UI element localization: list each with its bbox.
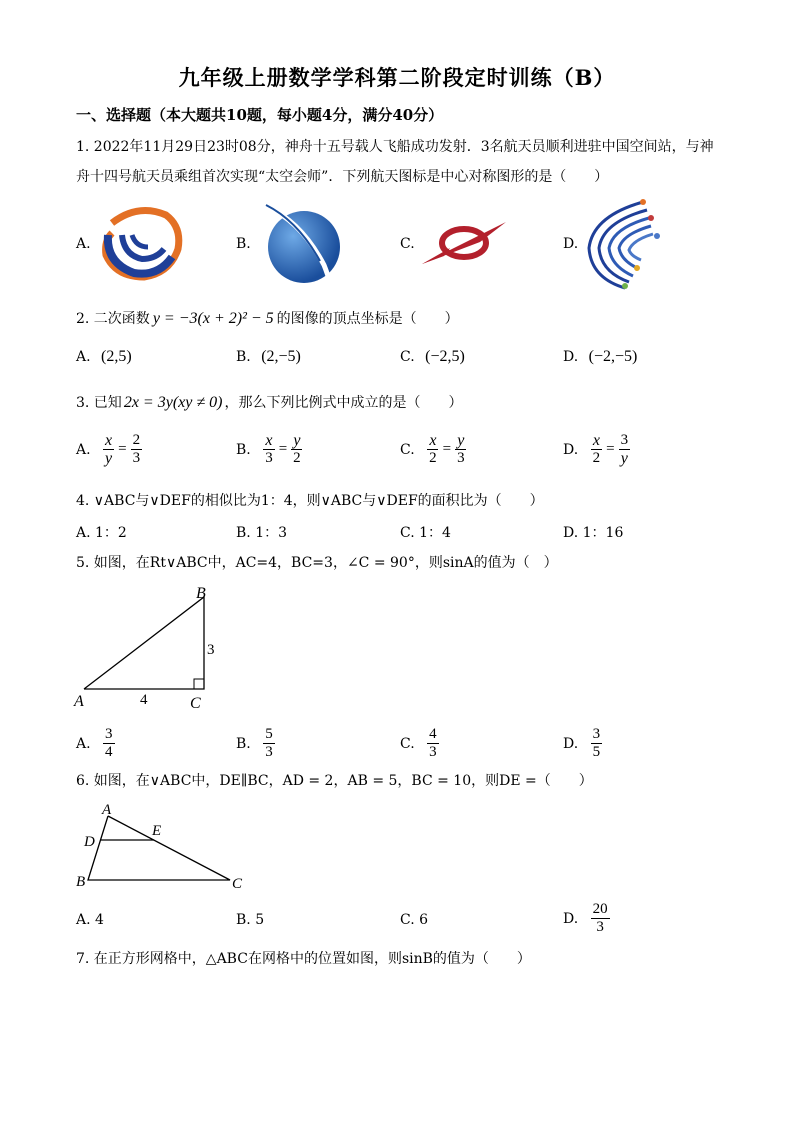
q2-formula: y = −3(x + 2)² − 5 [152,310,274,327]
q4-stem: 4. ∨ABC与∨DEF的相似比为1：4，则∨ABC与∨DEF的面积比为（ ） [76,493,544,509]
q3-d-right-den: y [620,450,628,467]
q2-option-b-label: B. [236,349,251,365]
q3-option-d: D. $\frac{x}{2}$ = $\frac{3}{y}$ [563,432,629,467]
page-title: 九年级上册数学学科第二阶段定时训练（B） [178,65,616,90]
q3-b-left-den: 3 [265,450,273,466]
q3-a-right-den: 3 [132,450,141,466]
q3-a-left-den: y [105,450,113,467]
q6-option-d-label: D. [563,910,579,927]
section-heading: 一、选择题（本大题共10题，每小题4分，满分40分） [76,106,444,124]
q4-option-d: D. 1：16 [563,525,624,541]
q5-option-d-label: D. [563,735,579,752]
q3-d-left-num: x [592,432,600,449]
q1-logo-b-icon [258,203,348,285]
q3-d-right-num: 3 [620,432,629,448]
q5-b-den: 3 [265,744,273,760]
q3-c-right-num: y [457,432,465,449]
q2-option-c-value: (−2,5) [425,348,465,365]
q6-option-b: B. 5 [236,912,265,928]
q5-option-d [563,726,604,761]
q3-suffix: ，那么下列比例式中成立的是（ ） [224,395,463,411]
q2-option-a-value: (2,5) [101,348,132,365]
q1-option-b-label: B. [236,236,251,252]
q5-c-den: 3 [429,744,437,760]
q3-option-d-label: D. [563,441,579,458]
q5-option-b-label: B. [236,735,251,752]
q6-point-e: E [152,823,162,839]
q3-formula: 2x = 3y(xy ≠ 0) [123,394,223,411]
q3-option-b-label: B. [236,441,251,458]
q5-vertex-a: A [74,693,84,710]
q2-option-d-label: D. [563,349,579,365]
q6-option-c: C. 6 [400,912,429,928]
q5-side-bc: 3 [207,642,215,658]
q1-logo-d-icon [583,196,669,292]
q6-vertex-b: B [76,874,86,890]
q5-triangle-figure [70,582,220,712]
q5-vertex-c: C [190,695,201,712]
q6-vertex-a: A [102,802,112,818]
q2-option-d-value: (−2,−5) [588,348,638,365]
q3-a-right-num: 2 [132,432,141,448]
q1-logo-c-icon [420,218,508,268]
q1-line2: 舟十四号航天员乘组首次实现“太空会师”．下列航天图标是中心对称图形的是（ ） [76,169,609,185]
q1-option-a-label: A. [76,236,91,252]
q3-option-c: C. $\frac{x}{2}$ = $\frac{y}{3}$ [400,432,465,466]
q3-stem [76,392,462,412]
q6-option-d [563,901,612,936]
q2-stem [76,308,459,328]
q5-side-ac: 4 [140,692,148,708]
q5-b-num: 5 [265,726,273,742]
q3-option-a-label: A. [76,441,91,458]
q1-option-c-label: C. [400,236,415,252]
q6-d-den: 3 [596,919,604,935]
q2-option-d [563,348,637,366]
q1-line1: 1. 2022年11月29日23时08分，神舟十五号载人飞船成功发射．3名航天员顺利进驻中国空间站，与神 [76,139,714,155]
q4-option-a: A. 1：2 [76,525,127,541]
q4-option-c: C. 1：4 [400,525,451,541]
q6-vertex-c: C [232,876,243,892]
q3-d-left-den: 2 [592,450,601,466]
q3-b-right-den: 2 [293,450,301,466]
q5-option-a [76,726,117,761]
q5-d-den: 5 [592,744,601,760]
q2-suffix: 的图像的顶点坐标是（ ） [276,311,459,327]
q3-a-left-num: x [105,432,113,449]
q6-d-num: 20 [592,901,608,917]
q2-option-c-label: C. [400,349,415,365]
q5-option-a-label: A. [76,735,91,752]
q3-c-left-den: 2 [429,450,437,466]
q3-c-left-num: x [429,432,437,449]
q5-option-c [400,726,441,761]
q5-a-num: 3 [105,726,113,742]
q5-d-num: 3 [592,726,601,742]
q3-c-right-den: 3 [457,450,465,466]
q1-option-d-label: D. [563,236,579,252]
q3-option-b: B. $\frac{x}{3}$ = $\frac{y}{2}$ [236,432,301,466]
q6-point-d: D [84,834,95,850]
q2-prefix: 2. 二次函数 [76,311,150,327]
q5-c-num: 4 [429,726,437,742]
q3-option-a: A. $\frac{x}{y}$ = $\frac{2}{3}$ [76,432,141,467]
q2-option-a-label: A. [76,349,91,365]
q6-stem: 6. 如图，在∨ABC中，DE∥BC，AD = 2，AB = 5，BC = 10，则DE =（ ） [76,773,593,789]
q3-option-c-label: C. [400,441,415,458]
q6-triangle-figure [70,800,250,896]
q4-option-b: B. 1：3 [236,525,288,541]
q3-prefix: 3. 已知 [76,395,122,411]
q2-option-c [400,348,465,366]
q5-stem: 5. 如图，在Rt∨ABC中，AC=4，BC=3，∠C = 90°，则sinA的值为（ ） [76,555,558,571]
q5-vertex-b: B [196,585,206,602]
q5-option-c-label: C. [400,735,415,752]
q3-b-right-num: y [293,432,301,449]
q3-b-left-num: x [265,432,273,449]
q1-logo-a-icon [98,205,186,283]
q2-option-b [236,348,301,366]
q2-option-b-value: (2,−5) [261,348,301,365]
q5-option-b [236,726,277,761]
q7-stem: 7. 在正方形网格中，△ABC在网格中的位置如图，则sinB的值为（ ） [76,951,531,967]
q6-option-a: A. 4 [76,912,104,928]
q2-option-a [76,348,132,366]
q5-a-den: 4 [105,744,113,760]
